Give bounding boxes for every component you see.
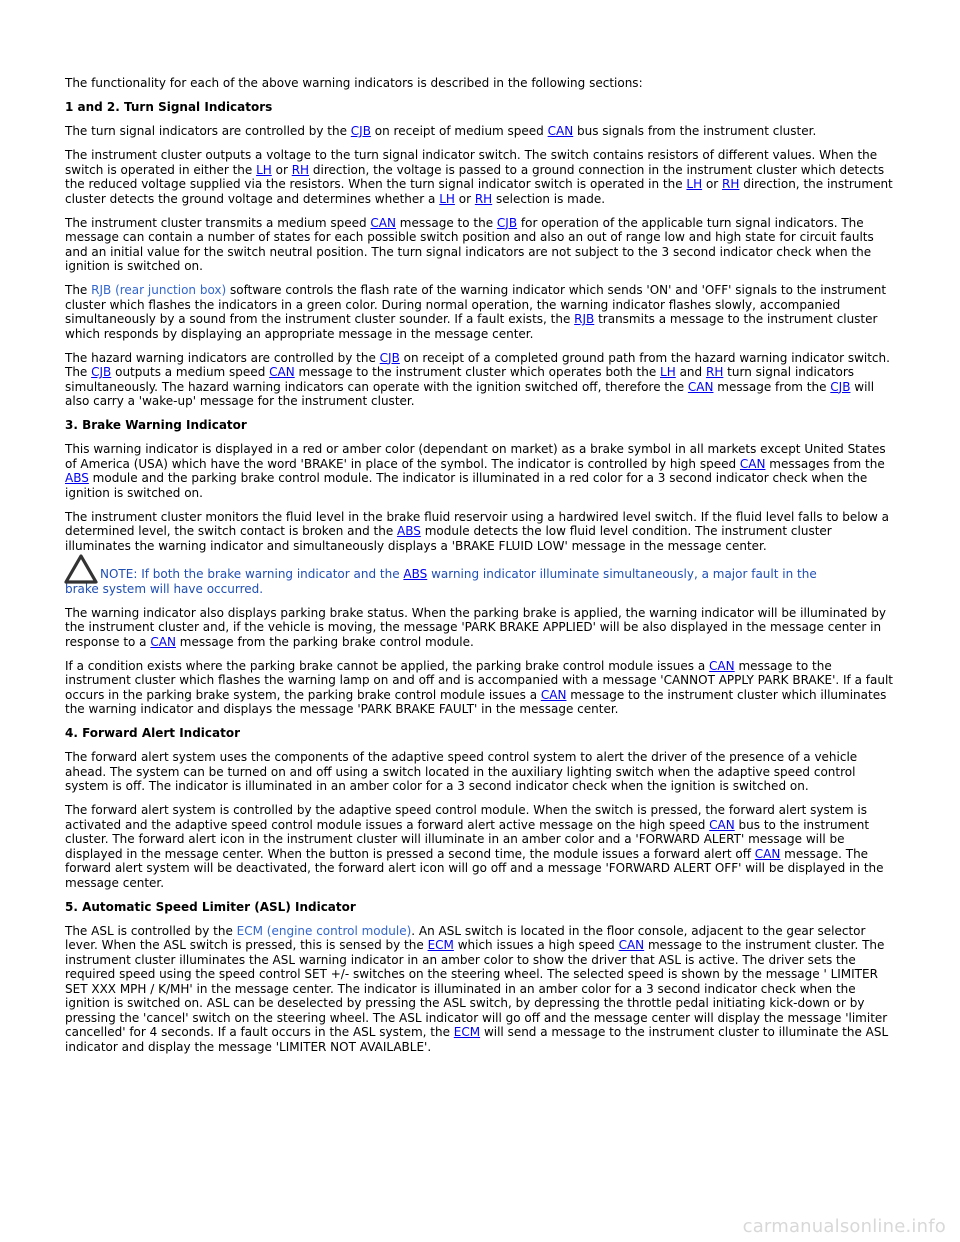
link-can[interactable]: CAN — [618, 938, 645, 952]
link-can[interactable]: CAN — [269, 365, 295, 379]
section-heading-brake-warning: 3. Brake Warning Indicator — [65, 418, 247, 432]
term-rjb: RJB (rear junction box) — [91, 283, 227, 297]
paragraph: This warning indicator is displayed in a red or amber color (dependant on market) as a brake symbol in all markets except United States of America (USA) which have the word 'BRAKE' in place of the symbol. The indicator is controlled by high speed CAN messages from the ABS module and the parking brake control module. The indicator is illuminated in a red color for a 3 second indicator check when the ignition is switched on. — [65, 442, 886, 500]
document-body — [65, 76, 895, 1064]
link-lh[interactable]: LH — [660, 365, 676, 379]
paragraph: The instrument cluster monitors the fluid level in the brake fluid reservoir using a hardwired level switch. If the fluid level falls to below a determined level, the switch contact is broken and the ABS module detects the low fluid level condition. The instrument cluster illuminates the warning indicator and simultaneously displays a 'BRAKE FLUID LOW' message in the message center. — [65, 509, 889, 553]
paragraph: The ASL is controlled by the ECM (engine control module). An ASL switch is located in the floor console, adjacent to the gear selector lever. When the ASL switch is pressed, this is sensed by the ECM which issues a high speed CAN message to the instrument cluster. The instrument cluster illuminates the ASL warning indicator in an amber color to show the driver that ASL is active. The driver sets the required speed using the speed control SET +/- switches on the steering wheel. The selected speed is shown by the message ' LIMITER SET XXX MPH / K/MH' in the message center. The indicator is illuminated in an amber color for a 3 second indicator check when the ignition is switched on. ASL can be deselected by pressing the ASL switch, by depressing the throttle pedal initiating kick-down or by pressing the 'cancel' switch on the steering wheel. The ASL indicator will go off and the message center will display the message 'limiter cancelled' for 4 seconds. If a fault occurs in the ASL system, the ECM will send a message to the instrument cluster to illuminate the ASL indicator and display the message 'LIMITER NOT AVAILABLE'. — [65, 923, 889, 1054]
section-heading-asl: 5. Automatic Speed Limiter (ASL) Indicator — [65, 899, 356, 914]
link-cjb[interactable]: CJB — [496, 215, 518, 230]
note-block — [65, 567, 895, 596]
link-can[interactable]: CAN — [150, 634, 176, 649]
link-lh[interactable]: LH — [439, 191, 455, 206]
note-text-continued: brake system will have occurred. — [65, 581, 264, 596]
link-rjb[interactable]: RJB — [574, 312, 595, 326]
link-can[interactable]: CAN — [547, 124, 574, 138]
note-text: NOTE: If both the brake warning indicator and the ABS warning indicator illuminate simultaneously, a major fault in the — [100, 567, 817, 581]
link-ecm[interactable]: ECM — [427, 938, 454, 952]
link-cjb[interactable]: CJB — [379, 350, 400, 365]
paragraph: The forward alert system uses the components of the adaptive speed control system to alert the driver of the presence of a vehicle ahead. The system can be turned on and off using a switch located in the auxiliary lighting switch when the adaptive speed control system is off. The indicator is illuminated in an amber color for a 3 second indicator check when the ignition is switched on. — [65, 750, 858, 793]
link-cjb[interactable]: CJB — [350, 124, 371, 138]
intro-paragraph: The functionality for each of the above warning indicators is described in the following sections: — [65, 76, 643, 90]
link-rh[interactable]: RH — [474, 191, 493, 206]
link-rh[interactable]: RH — [722, 177, 740, 191]
link-can[interactable]: CAN — [739, 456, 766, 471]
paragraph: The forward alert system is controlled by the adaptive speed control module. When the switch is pressed, the forward alert system is activated and the adaptive speed control module issues a forward alert active message on the high speed CAN bus to the instrument cluster. The forward alert icon in the instrument cluster will illuminate in an amber color and a 'FORWARD ALERT' message will be displayed in the message center. When the button is pressed a second time, the module issues a forward alert off CAN message. The forward alert system will be deactivated, the forward alert icon will go off and a message 'FORWARD ALERT OFF' will be displayed in the message center. — [65, 803, 884, 890]
link-ecm[interactable]: ECM — [453, 1025, 481, 1039]
paragraph: The turn signal indicators are controlled by the CJB on receipt of medium speed CAN bus signals from the instrument cluster. — [65, 124, 817, 138]
section-heading-turn-signal: 1 and 2. Turn Signal Indicators — [65, 100, 273, 114]
paragraph: The hazard warning indicators are controlled by the CJB on receipt of a completed ground path from the hazard warning indicator switch. The CJB outputs a medium speed CAN message to the instrument cluster which operates both the LH and RH turn signal indicators simultaneously. The hazard warning indicators can operate with the ignition switched off, therefore the CAN message from the CJB will also carry a 'wake-up' message for the instrument cluster. — [65, 350, 890, 408]
term-ecm: ECM (engine control module) — [236, 923, 412, 938]
paragraph: The warning indicator also displays parking brake status. When the parking brake is applied, the warning indicator will be illuminated by the instrument cluster and, if the vehicle is moving, the message 'PARK BRAKE APPLIED' will be also displayed in the message center in response to a CAN message from the parking brake control module. — [65, 605, 886, 649]
paragraph: The instrument cluster outputs a voltage to the turn signal indicator switch. The switch contains resistors of different values. When the switch is operated in either the LH or RH direction, the voltage is passed to a ground connection in the instrument cluster which detects the reduced voltage supplied via the resistors. When the turn signal indicator switch is operated in the LH or RH direction, the instrument cluster detects the ground voltage and determines whether a LH or RH selection is made. — [65, 148, 893, 206]
link-cjb[interactable]: CJB — [830, 379, 851, 394]
link-lh[interactable]: LH — [686, 177, 703, 191]
section-heading-forward-alert: 4. Forward Alert Indicator — [65, 726, 241, 740]
link-abs[interactable]: ABS — [397, 524, 421, 538]
link-can[interactable]: CAN — [687, 379, 714, 394]
link-can[interactable]: CAN — [709, 658, 735, 673]
link-can[interactable]: CAN — [754, 846, 781, 861]
link-lh[interactable]: LH — [256, 162, 272, 177]
link-rh[interactable]: RH — [291, 162, 310, 177]
paragraph: The instrument cluster transmits a medium speed CAN message to the CJB for operation of the applicable turn signal indicators. The message can contain a number of states for each possible switch position and also an out of range low and high state for circuit faults and an initial value for the switch neutral position. The turn signal indicators are not subject to the 3 second indicator check when the ignition is switched on. — [65, 215, 874, 273]
link-abs[interactable]: ABS — [403, 567, 428, 581]
watermark: carmanualsonline.info — [742, 1215, 946, 1237]
paragraph: If a condition exists where the parking brake cannot be applied, the parking brake control module issues a CAN message to the instrument cluster which flashes the warning lamp on and off and is accompanied with a message 'CANNOT APPLY PARK BRAKE'. If a fault occurs in the parking brake system, the parking brake control module issues a CAN message to the instrument cluster which illuminates the warning indicator and displays the message 'PARK BRAKE FAULT' in the message center. — [65, 658, 893, 716]
link-rh[interactable]: RH — [705, 365, 724, 379]
warning-triangle-icon — [63, 553, 99, 585]
paragraph: The RJB (rear junction box) software controls the flash rate of the warning indicator which sends 'ON' and 'OFF' signals to the instrument cluster which flashes the indicators in a green color. During normal operation, the warning indicator flashes slowly, accompanied simultaneously by a sound from the instrument cluster sounder. If a fault exists, the RJB transmits a message to the instrument cluster which responds by displaying an appropriate message in the message center. — [65, 283, 887, 341]
link-can[interactable]: CAN — [709, 817, 735, 832]
link-abs[interactable]: ABS — [65, 471, 89, 485]
link-cjb[interactable]: CJB — [91, 365, 112, 379]
link-can[interactable]: CAN — [370, 215, 396, 230]
link-can[interactable]: CAN — [540, 687, 567, 702]
